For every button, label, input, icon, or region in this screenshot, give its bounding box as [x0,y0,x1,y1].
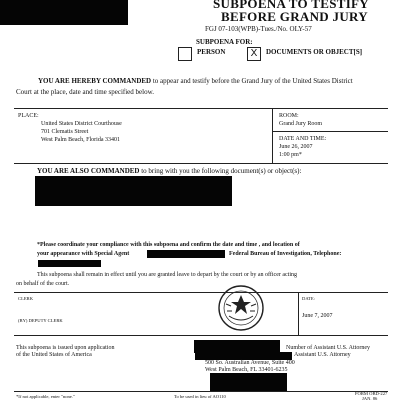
attorney-line1: Number of Assistant U.S. Attorney [286,345,370,351]
redaction-attorney-name [195,352,292,360]
form-date: JAN. 86 [362,396,378,401]
clerk-divider [298,292,299,335]
attorney-line3: 500 So. Australian Avenue, Suite 400 [205,360,295,366]
subpoena-title-line2: BEFORE GRAND JURY [221,9,368,24]
documents-checkbox[interactable]: X [247,47,261,61]
clerk-label: CLERK [18,296,34,301]
table-top-rule [14,108,388,109]
case-number: FGJ 07-103(WPB)-Tues./No. OLY-57 [205,25,312,33]
place-line3: West Palm Beach, Florida 33401 [41,137,121,143]
footer-middle: To be used in lieu of AO110 [174,394,226,399]
documents-label: DOCUMENTS OR OBJECT[S] [266,48,363,56]
also-commanded-bold: YOU ARE ALSO COMMANDED [37,167,140,175]
attorney-line2: Assistant U.S. Attorney [294,352,351,358]
redaction-telephone [38,260,101,267]
command-line1 [38,77,353,85]
coordinate-line2-start: your appearance with Special Agent [37,251,130,257]
form-number: FORM OBD-227 [355,391,388,396]
footer-note: *If not applicable, enter "none." [16,394,75,399]
also-commanded-rest: to bring with you the following document(s) or object(s): [139,167,302,175]
place-line1: United States District Courthouse [41,121,122,127]
also-commanded [37,167,301,175]
deputy-clerk-label: (BY) DEPUTY CLERK [18,318,63,323]
court-seal-icon [217,284,265,332]
subpoena-for-label: SUBPOENA FOR: [196,38,253,46]
command-line2: Court at the place, date and time specified below. [16,88,154,96]
issued-line2: of the United States of America [16,352,92,358]
table-divider [272,108,273,163]
redaction-agent-name [147,250,225,258]
room-value: Grand Jury Room [279,121,322,127]
footer-rule [14,391,388,392]
date-time-label: DATE AND TIME: [279,136,327,142]
clerk-date-label: DATE: [302,296,316,301]
clerk-top-rule [14,292,388,293]
room-label: ROOM: [279,113,299,119]
redaction-attorney-phone [210,373,287,392]
coordinate-line2-end: Federal Bureau of Investigation, Telephone: [229,251,342,257]
table-bottom-rule [14,163,388,164]
attorney-line4: West Palm Beach, FL 33401-6235 [205,367,288,373]
person-checkbox[interactable] [178,47,192,61]
person-label: PERSON [197,48,226,56]
redaction-documents [35,176,232,206]
issued-line1: This subpoena is issued upon application [16,345,115,351]
clerk-date-value: June 7, 2007 [302,313,333,319]
remain-line1: This subpoena shall remain in effect until you are granted leave to depart by the court or by an officer acting [37,272,298,278]
place-line2: 701 Clematis Street [41,129,89,135]
date-value: June 26, 2007 [279,144,313,150]
command-bold: YOU ARE HEREBY COMMANDED [38,77,152,85]
subpoena-title-line1: SUBPOENA TO TESTIFY [213,0,369,11]
place-label: PLACE: [18,113,39,119]
redaction-top-left [0,0,128,25]
command-rest: to appear and testify before the Grand Jury of the United States District [151,77,353,85]
remain-line2: on behalf of the court. [16,281,70,287]
coordinate-line1: *Please coordinate your compliance with this subpoena and confirm the date and time , and location of [37,242,300,248]
time-value: 1:00 pm* [279,152,302,158]
clerk-bottom-rule [14,335,388,336]
room-date-rule [272,131,388,132]
